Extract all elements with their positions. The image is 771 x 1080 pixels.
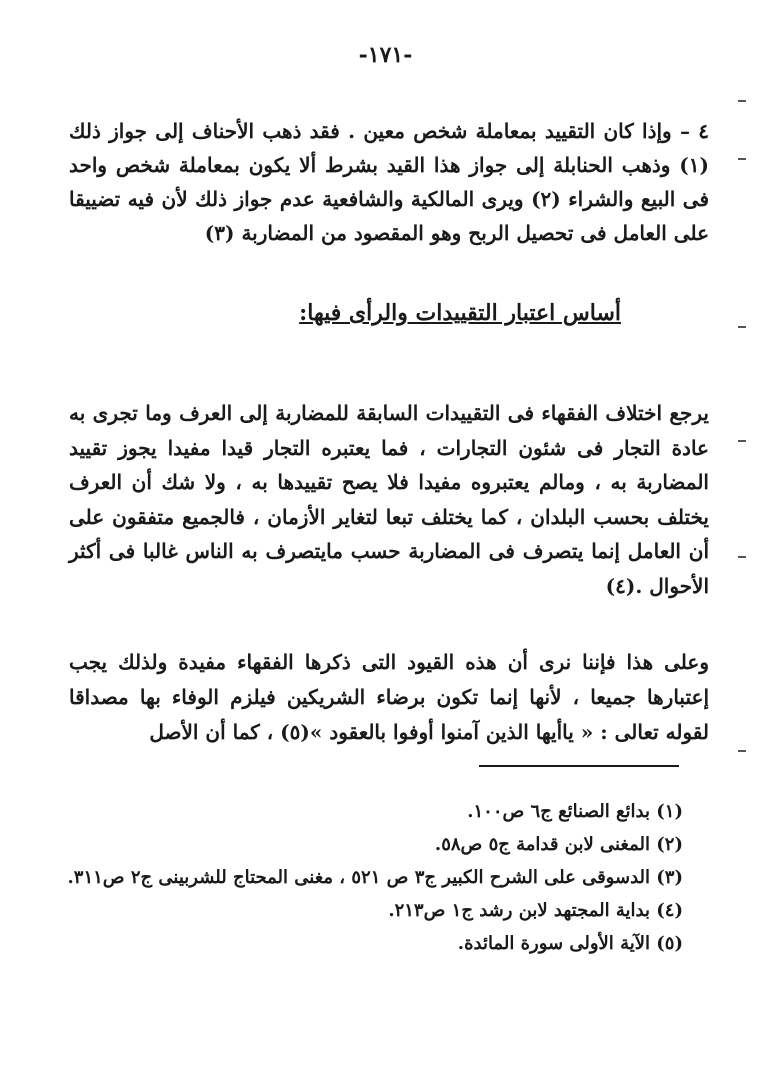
- footnote-item: (١) بدائع الصنائع ج٦ ص١٠٠.: [467, 801, 683, 822]
- margin-tick: [738, 100, 746, 102]
- paragraph-conclusion: وعلى هذا فإننا نرى أن هذه القيود التى ذكرها الفقهاء مفيدة ولذلك يجب إعتبارها جميعا ، لأنها إنما تكون برضاء الشريكين فيلزم الوفاء بها مصداقا لقوله تعالى : « ياأيها الذين آمنوا أوفوا بالعقود »(٥) ، كما أن الأصل: [69, 650, 709, 744]
- paragraph-restriction-person: ٤ – وإذا كان التقييد بمعاملة شخص معين . فقد ذهب الأحناف إلى جواز ذلك (١) وذهب الحنابلة إلى جواز هذا القيد بشرط ألا يكون بمعاملة شخص واحد فى البيع والشراء (٢) ويرى المالكية والشافعية عدم جواز ذلك لأن فيه تضييقا على العامل فى تحصيل الربح وهو المقصود من المضاربة (٣): [69, 119, 710, 245]
- paragraph-custom: يرجع اختلاف الفقهاء فى التقييدات السابقة للمضاربة إلى العرف وما تجرى به عادة التجار فى شئون التجارات ، فما يعتبره التجار قيدا مفيدا يجوز تقييد المضاربة به ، ومالم يعتبروه مفيدا فلا يصح تقييدها به ، ولا شك أن العرف يختلف بحسب البلدان ، كما يختلف تبعا لتغاير الأزمان ، فالجميع متفقون على أن العامل إنما يتصرف فى المضاربة حسب مايتصرف به الناس غالبا فى أكثر الأحوال .(٤): [69, 401, 709, 598]
- margin-tick: [738, 440, 746, 442]
- section-heading: أساس اعتبار التقييدات والرأى فيها:: [299, 300, 621, 326]
- margin-tick: [738, 158, 746, 160]
- footnote-item: (٢) المغنى لابن قدامة ج٥ ص٥٨.: [434, 834, 683, 855]
- footnote-item: (٥) الآية الأولى سورة المائدة.: [457, 933, 683, 954]
- margin-tick: [738, 326, 746, 328]
- margin-tick: [738, 556, 746, 558]
- footnotes-list: [61, 795, 701, 960]
- margin-tick: [738, 750, 746, 752]
- page-number: -١٧١-: [358, 42, 413, 68]
- footnote-item: (٤) بداية المجتهد لابن رشد ج١ ص٢١٣.: [388, 900, 683, 921]
- footnote-divider: [479, 765, 679, 767]
- footnote-item: (٣) الدسوقى على الشرح الكبير ج٣ ص ٥٢١ ، مغنى المحتاج للشربينى ج٢ ص٣١١.: [67, 867, 683, 888]
